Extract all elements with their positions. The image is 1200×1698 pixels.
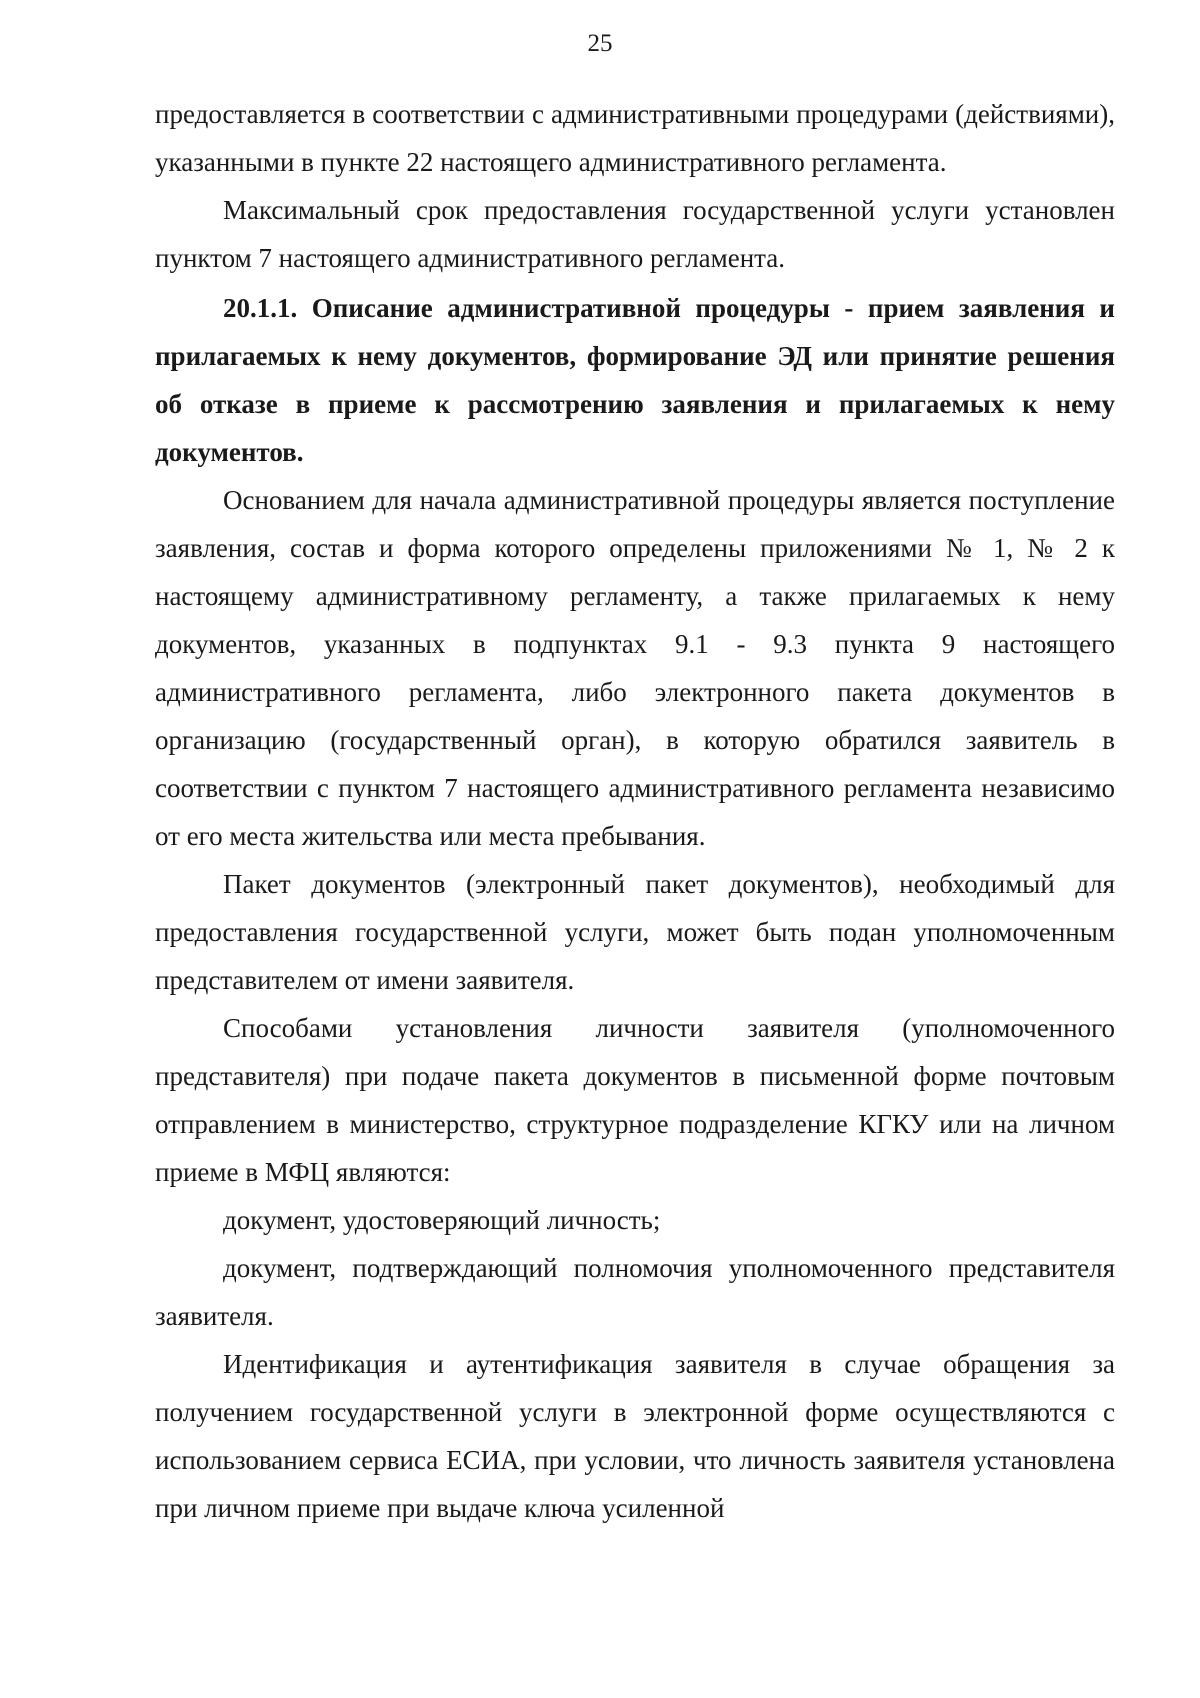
list-item: документ, подтверждающий полномочия уполномоченного представителя заявителя. xyxy=(155,1253,1115,1331)
section-heading: 20.1.1. Описание административной процедуры - прием заявления и прилагаемых к нему документов, формирование ЭД или принятие решения об отказе в приеме к рассмотрению заявления и прилагаемых к нему документов. xyxy=(155,293,1115,467)
paragraph: Пакет документов (электронный пакет документов), необходимый для предоставления государственной услуги, может быть подан уполномоченным представителем от имени заявителя. xyxy=(155,869,1115,995)
page-number: 25 xyxy=(587,30,613,57)
paragraph: Способами установления личности заявителя (уполномоченного представителя) при подаче пакета документов в письменной форме почтовым отправлением в министерство, структурное подразделение КГКУ или на личном приеме в МФЦ являются: xyxy=(155,1013,1115,1187)
paragraph: Основанием для начала административной процедуры является поступление заявления, состав и форма которого определены приложениями № 1, № 2 к настоящему административному регламенту, а также прилагаемых к нему документов, указанных в подпунктах 9.1 - 9.3 пункта 9 настоящего административного регламента, либо электронного пакета документов в организацию (государственный орган), в которую обратился заявитель в соответствии с пунктом 7 настоящего административного регламента независимо от его места жительства или места пребывания. xyxy=(155,485,1115,851)
list-item: документ, удостоверяющий личность; xyxy=(223,1205,661,1235)
paragraph: Идентификация и аутентификация заявителя в случае обращения за получением государственной услуги в электронной форме осуществляются с использованием сервиса ЕСИА, при условии, что личность заявителя установлена при личном приеме при выдаче ключа усиленной xyxy=(155,1349,1115,1523)
paragraph: предоставляется в соответствии с административными процедурами (действиями), указанными в пункте 22 настоящего административного регламента. xyxy=(155,99,1115,177)
document-body xyxy=(155,90,1115,1532)
paragraph: Максимальный срок предоставления государственной услуги установлен пунктом 7 настоящего административного регламента. xyxy=(155,195,1115,273)
